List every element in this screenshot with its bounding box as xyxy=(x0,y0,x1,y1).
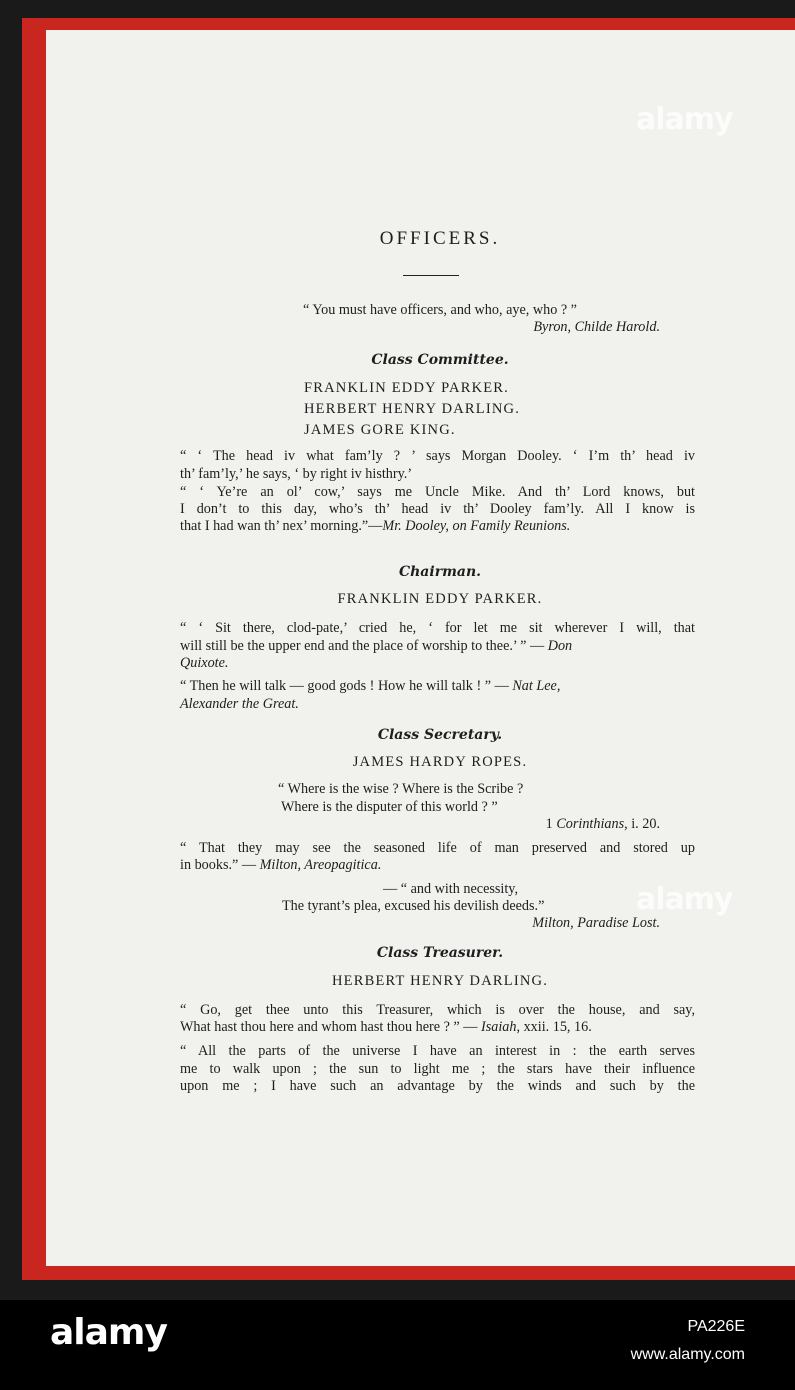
section-heading-committee: Class Committee. xyxy=(371,352,509,368)
quote-line: Where is the disputer of this world ? ” xyxy=(281,799,498,815)
quote-line: “ All the parts of the universe I have an interest in : the earth serves xyxy=(180,1043,695,1059)
watermark-logo: alamy xyxy=(636,882,733,917)
quote-line-with-attribution: will still be the upper end and the place of worship to thee.’ ” — Don xyxy=(180,638,573,654)
quote-line: th’ fam’ly,’ he says, ‘ by right iv histhry.’ xyxy=(180,466,413,482)
quote-line-with-attribution: in books.” — Milton, Areopagitica. xyxy=(180,857,382,873)
section-heading-treasurer: Class Treasurer. xyxy=(376,945,504,961)
quote-line: “ Where is the wise ? Where is the Scribe ? xyxy=(278,781,524,797)
quote-line-with-attribution: What hast thou here and whom hast thou here ? ” — Isaiah, xxii. 15, 16. xyxy=(180,1019,592,1035)
committee-member: JAMES GORE KING. xyxy=(304,422,456,438)
alamy-logo: alamy xyxy=(50,1312,167,1353)
quote-line-with-attribution: “ Then he will talk — good gods ! How he will talk ! ” — Nat Lee, xyxy=(180,678,561,694)
title-rule xyxy=(403,275,459,276)
quote-line: me to walk upon ; the sun to light me ; the stars have their influence xyxy=(180,1061,695,1077)
quote-attribution: Alexander the Great. xyxy=(180,696,299,712)
watermark-logo: alamy xyxy=(636,102,733,137)
page-title: OFFICERS. xyxy=(379,228,501,249)
quote-line: “ ‘ The head iv what fam’ly ? ’ says Morgan Dooley. ‘ I’m th’ head iv xyxy=(180,448,695,464)
section-heading-chairman: Chairman. xyxy=(398,564,482,580)
epigraph-attribution: Byron, Childe Harold. xyxy=(533,319,660,335)
quote-line: “ That they may see the seasoned life of man preserved and stored up xyxy=(180,840,695,856)
watermark-url: www.alamy.com xyxy=(630,1346,745,1363)
quote-line: The tyrant’s plea, excused his devilish deeds.” xyxy=(282,898,545,914)
quote-line: upon me ; I have such an advantage by the winds and such by the xyxy=(180,1078,695,1094)
secretary-name: JAMES HARDY ROPES. xyxy=(352,754,528,770)
section-heading-secretary: Class Secretary. xyxy=(377,727,503,743)
committee-member: HERBERT HENRY DARLING. xyxy=(304,401,521,417)
quote-attribution: Milton, Paradise Lost. xyxy=(532,915,660,931)
quote-line: “ ‘ Ye’re an ol’ cow,’ says me Uncle Mike. And th’ Lord knows, but xyxy=(180,484,695,500)
quote-attribution: 1 Corinthians, i. 20. xyxy=(545,816,660,832)
quote-line-with-attribution: that I had wan th’ nex’ morning.”—Mr. Dooley, on Family Reunions. xyxy=(180,518,571,534)
quote-line: “ Go, get thee unto this Treasurer, which is over the house, and say, xyxy=(180,1002,695,1018)
quote-line: — “ and with necessity, xyxy=(383,881,519,897)
image-id: PA226E xyxy=(687,1318,745,1335)
quote-line: “ ‘ Sit there, clod-pate,’ cried he, ‘ for let me sit wherever I will, that xyxy=(180,620,695,636)
epigraph-text: “ You must have officers, and who, aye, who ? ” xyxy=(303,302,577,318)
quote-attribution: Quixote. xyxy=(180,655,229,671)
chairman-name: FRANKLIN EDDY PARKER. xyxy=(337,591,543,607)
quote-line: I don’t to this day, who’s th’ head iv th’ Dooley fam’ly. All I know is xyxy=(180,501,695,517)
treasurer-name: HERBERT HENRY DARLING. xyxy=(331,973,549,989)
committee-member: FRANKLIN EDDY PARKER. xyxy=(304,380,509,396)
